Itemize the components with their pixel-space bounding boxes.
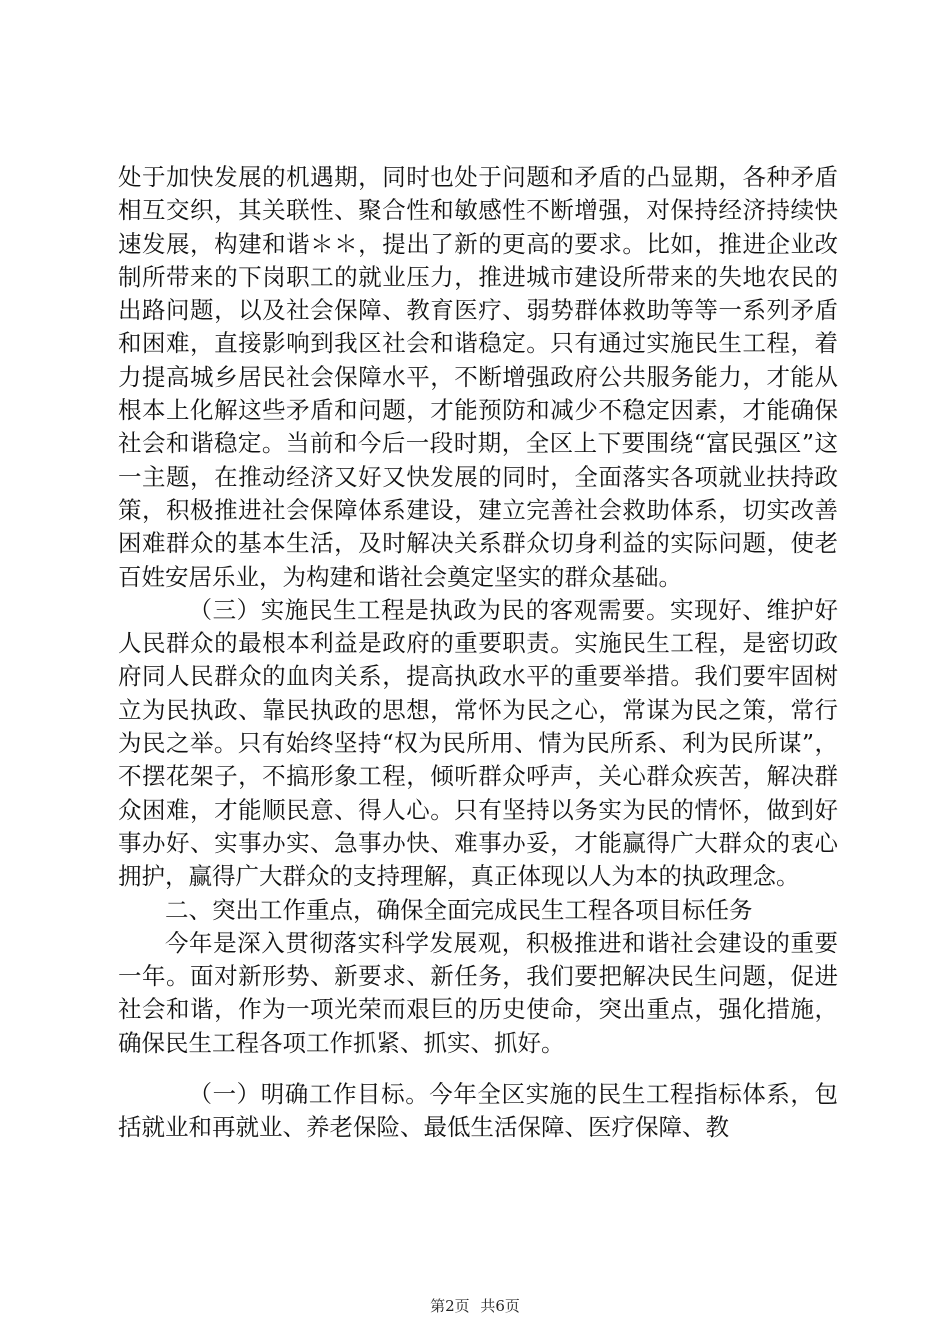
paragraph-continuation: 处于加快发展的机遇期，同时也处于问题和矛盾的凸显期，各种矛盾相互交织，其关联性、聚合性和敏感性不断增强，对保持经济持续快速发展，构建和谐＊＊，提出了新的更高的要求。比如，推进企业改制所带来的下岗职工的就业压力，推进城市建设所带来的失地农民的出路问题，以及社会保障、教育医疗、弱势群体救助等等一系列矛盾和困难，直接影响到我区社会和谐稳定。只有通过实施民生工程，着力提高城乡居民社会保障水平，不断增强政府公共服务能力，才能从根本上化解这些矛盾和问题，才能预防和减少不稳定因素，才能确保社会和谐稳定。当前和今后一段时期，全区上下要围绕“富民强区”这一主题，在推动经济又好又快发展的同时，全面落实各项就业扶持政策，积极推进社会保障体系建设，建立完善社会救助体系，切实改善困难群众的基本生活，及时解决关系群众切身利益的实际问题，使老百姓安居乐业，为构建和谐社会奠定坚实的群众基础。 — [118, 163, 838, 591]
paragraph-section-three: （三）实施民生工程是执政为民的客观需要。实现好、维护好人民群众的最根本利益是政府的重要职责。实施民生工程，是密切政府同人民群众的血肉关系，提高执政水平的重要举措。我们要牢固树立为民执政、靠民执政的思想，常怀为民之心，常谋为民之策，常行为民之举。只有始终坚持“权为民所用、情为民所系、利为民所谋”，不摆花架子，不搞形象工程，倾听群众呼声，关心群众疾苦，解决群众困难，才能顺民意、得人心。只有坚持以务实为民的情怀，做到好事办好、实事办实、急事办快、难事办妥，才能赢得广大群众的衷心拥护，赢得广大群众的支持理解，真正体现以人为本的执政理念。 — [118, 595, 838, 891]
paragraph-this-year: 今年是深入贯彻落实科学发展观，积极推进和谐社会建设的重要一年。面对新形势、新要求、新任务，我们要把解决民生问题，促进社会和谐，作为一项光荣而艰巨的历史使命，突出重点，强化措施，确保民生工程各项工作抓紧、抓实、抓好。 — [118, 928, 838, 1057]
paragraph-work-targets: （一）明确工作目标。今年全区实施的民生工程指标体系，包括就业和再就业、养老保险、最低生活保障、医疗保障、教 — [118, 1080, 838, 1142]
section-heading-two: 二、突出工作重点，确保全面完成民生工程各项目标任务 — [165, 895, 753, 924]
page-total: 共6页 — [480, 1297, 520, 1315]
document-body — [118, 161, 838, 1145]
page-number: 第2页 — [430, 1297, 470, 1315]
page-footer — [0, 1295, 950, 1316]
